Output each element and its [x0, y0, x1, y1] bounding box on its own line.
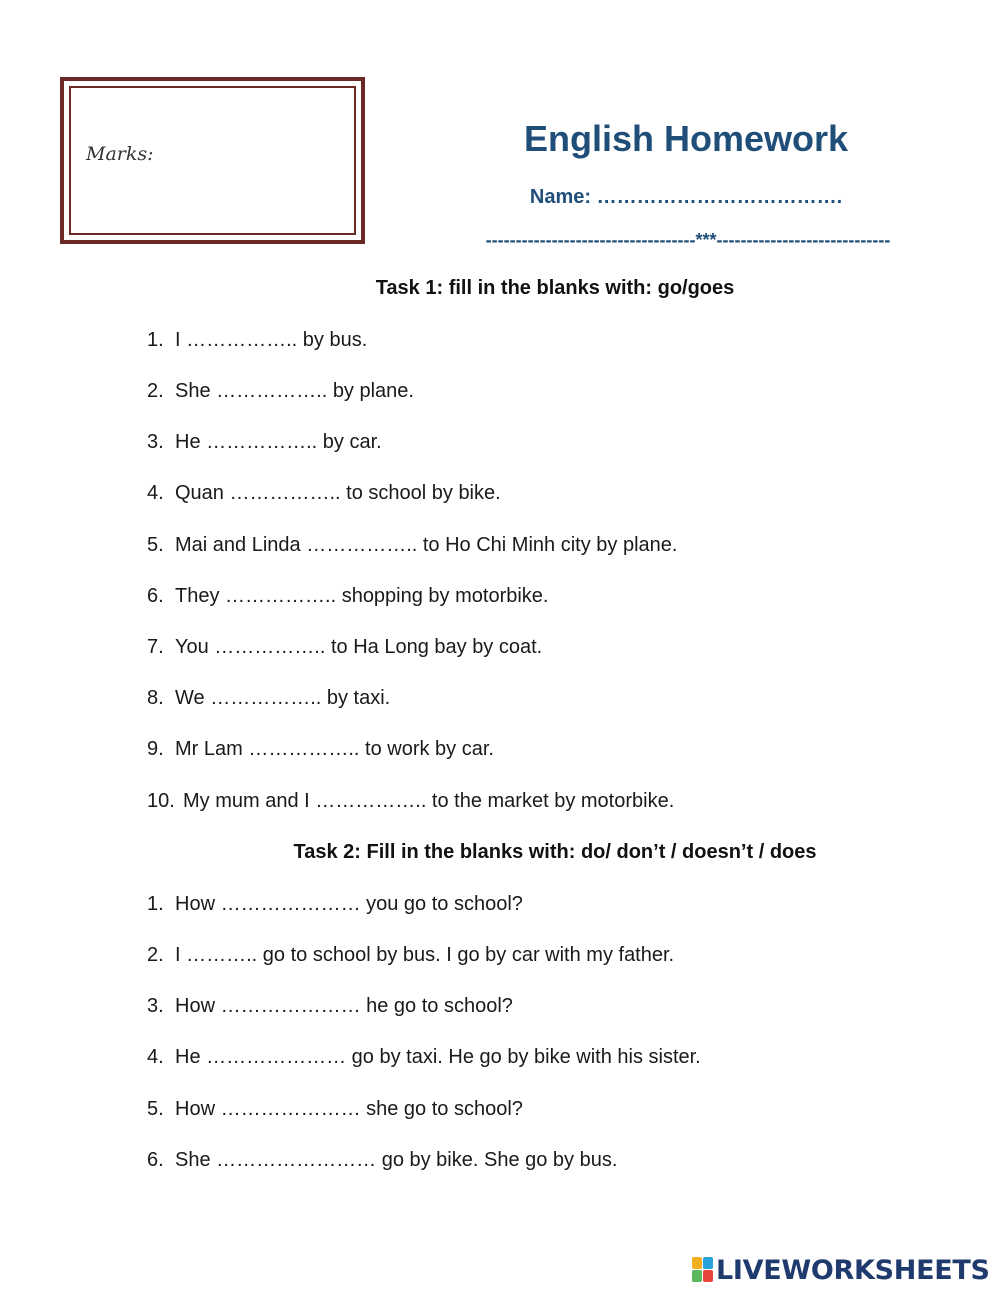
task1-item-9[interactable] [147, 738, 494, 761]
task2-item-3[interactable] [147, 995, 513, 1018]
task2-item-6[interactable] [147, 1149, 617, 1172]
item-number: 4. [147, 482, 164, 504]
item-number: 3. [147, 431, 164, 453]
task1-item-8[interactable] [147, 687, 390, 710]
item-text: I …………….. by bus. [175, 329, 368, 351]
item-number: 6. [147, 1149, 164, 1171]
item-number: 8. [147, 687, 164, 709]
item-text: Mr Lam …………….. to work by car. [175, 738, 494, 760]
liveworksheets-logo-text: LIVEWORKSHEETS [716, 1254, 990, 1286]
item-number: 5. [147, 534, 164, 556]
item-text: He ………………… go by taxi. He go by bike with his sister. [175, 1046, 701, 1068]
item-number: 3. [147, 995, 164, 1017]
liveworksheets-logo-icon [692, 1257, 714, 1283]
item-text: How ………………… you go to school? [175, 893, 523, 915]
item-number: 1. [147, 329, 164, 351]
task1-item-1[interactable] [147, 329, 367, 352]
task1-item-2[interactable] [147, 380, 414, 403]
task1-heading: Task 1: fill in the blanks with: go/goes [375, 277, 735, 299]
task2-item-1[interactable] [147, 893, 523, 916]
task2-item-5[interactable] [147, 1098, 523, 1121]
task1-item-5[interactable] [147, 534, 677, 557]
item-number: 10. [147, 790, 175, 812]
item-text: My mum and I …………….. to the market by motorbike. [183, 790, 675, 812]
task1-item-4[interactable] [147, 482, 501, 505]
item-number: 7. [147, 636, 164, 658]
task2-heading: Task 2: Fill in the blanks with: do/ don’t / doesn’t / does [293, 841, 817, 863]
item-number: 9. [147, 738, 164, 760]
item-text: They …………….. shopping by motorbike. [175, 585, 549, 607]
header-divider: -----------------------------------***----------------------------- [485, 230, 891, 250]
task1-item-6[interactable] [147, 585, 548, 608]
item-text: Quan …………….. to school by bike. [175, 482, 501, 504]
item-number: 4. [147, 1046, 164, 1068]
marks-box [60, 77, 365, 244]
task2-item-4[interactable] [147, 1046, 701, 1069]
item-text: How ………………… she go to school? [175, 1098, 523, 1120]
task1-item-3[interactable] [147, 431, 382, 454]
item-number: 1. [147, 893, 164, 915]
item-text: I ……….. go to school by bus. I go by car with my father. [175, 944, 675, 966]
name-field[interactable]: Name: ………………………………. [529, 186, 843, 208]
item-text: She …………….. by plane. [175, 380, 414, 402]
item-number: 2. [147, 944, 164, 966]
item-number: 6. [147, 585, 164, 607]
page-title: English Homework [523, 118, 849, 159]
item-number: 2. [147, 380, 164, 402]
item-number: 5. [147, 1098, 164, 1120]
marks-label: Marks: [86, 143, 154, 165]
task1-item-10[interactable] [147, 790, 674, 813]
task1-item-7[interactable] [147, 636, 542, 659]
item-text: We …………….. by taxi. [175, 687, 391, 709]
liveworksheets-logo[interactable] [692, 1254, 990, 1286]
item-text: How ………………… he go to school? [175, 995, 513, 1017]
item-text: She …………………… go by bike. She go by bus. [175, 1149, 618, 1171]
task2-item-2[interactable] [147, 944, 674, 967]
item-text: Mai and Linda …………….. to Ho Chi Minh city by plane. [175, 534, 678, 556]
item-text: He …………….. by car. [175, 431, 382, 453]
item-text: You …………….. to Ha Long bay by coat. [175, 636, 543, 658]
